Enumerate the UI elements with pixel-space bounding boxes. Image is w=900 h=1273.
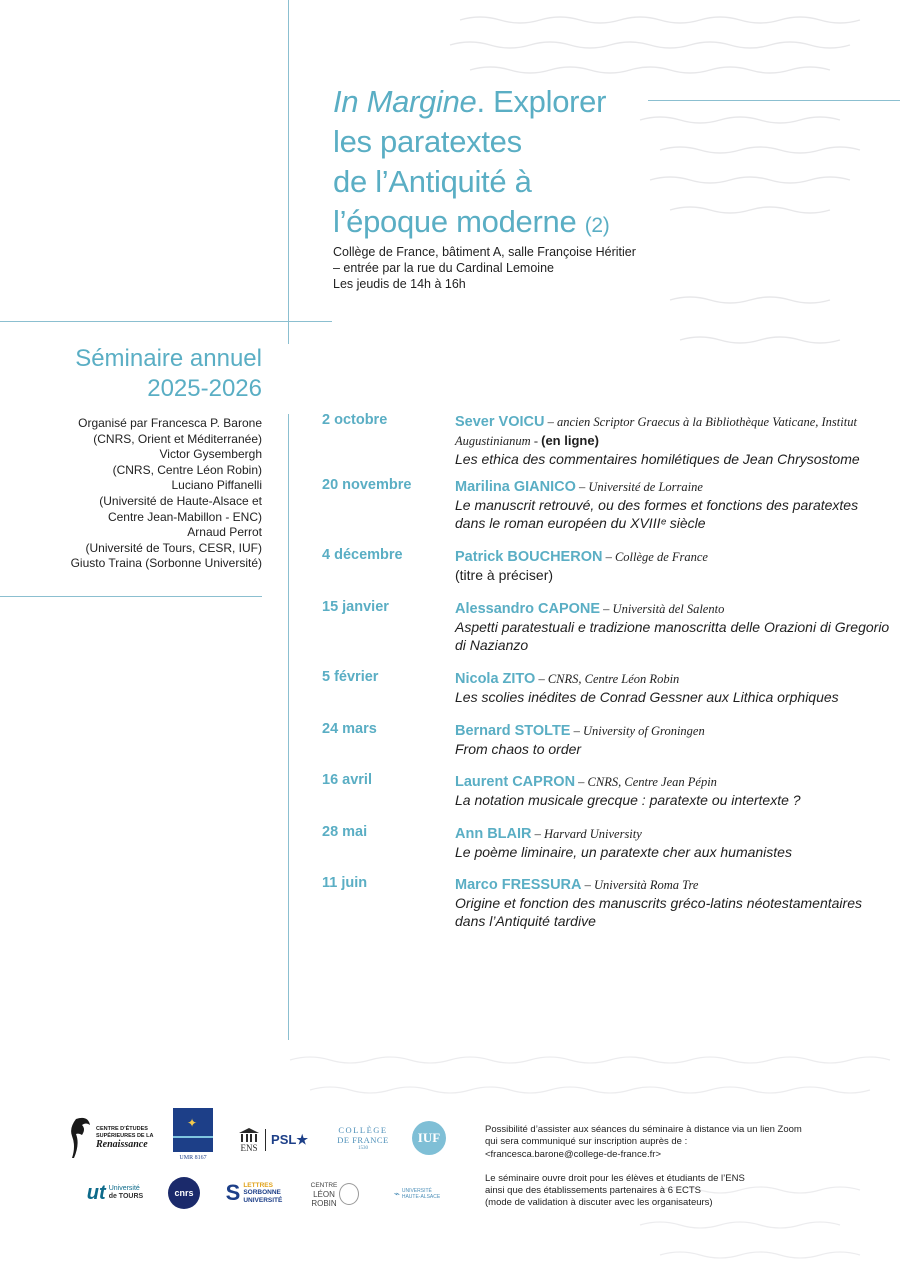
info-line: (mode de validation à discuter avec les organisateurs): [485, 1197, 713, 1209]
session-mode: (en ligne): [541, 433, 599, 448]
session-speaker-line: [455, 669, 892, 688]
separator: -: [530, 434, 542, 448]
session-details: [455, 412, 892, 468]
ects-info: [485, 1173, 855, 1210]
tours-text: Université: [108, 1185, 140, 1192]
speaker-affiliation: CNRS, Centre Jean Pépin: [587, 775, 717, 789]
sorbonne-lettres-logo: [218, 1179, 290, 1207]
session-item: [322, 599, 892, 654]
info-line: Le séminaire ouvre droit pour les élèves et étudiants de l’ENS: [485, 1172, 745, 1184]
cdf-text: 1530: [358, 1145, 368, 1151]
title-number: (2): [584, 214, 610, 237]
speaker-affiliation: University of Groningen: [582, 724, 705, 738]
session-speaker-line: [455, 599, 892, 618]
umr-logo: [173, 1105, 213, 1163]
info-line: qui sera communiqué sur inscription auprès de :: [485, 1136, 688, 1148]
tours-text: de TOURS: [108, 1193, 144, 1200]
title-line-3: de l’Antiquité à: [333, 164, 532, 199]
umr-seal-icon: ✦: [173, 1108, 213, 1152]
umr-text: UMR 8167: [179, 1154, 207, 1161]
sorbonne-s-icon: S: [225, 1180, 241, 1205]
session-details: [455, 547, 892, 584]
speaker-affiliation: Università Roma Tre: [594, 878, 699, 892]
vertical-rule-top: [288, 0, 289, 344]
session-item: [322, 824, 892, 861]
organizer-line: (Université de Tours, CESR, IUF): [85, 540, 262, 555]
session-date: 16 avril: [322, 772, 372, 788]
session-speaker-line: [455, 477, 892, 496]
location-line: – entrée par la rue du Cardinal Lemoine: [333, 261, 554, 275]
speaker-name: Nicola ZITO: [455, 671, 536, 687]
title-line-2: les paratextes: [333, 124, 522, 159]
ens-building-icon: [238, 1127, 260, 1143]
seminar-heading: [75, 344, 262, 404]
title-line-1: . Explorer: [476, 84, 607, 119]
session-item: [322, 412, 892, 468]
session-speaker-line: [455, 875, 892, 894]
session-date: 28 mai: [322, 824, 368, 840]
session-date: 15 janvier: [322, 599, 389, 615]
organizer-line: (Université de Haute-Alsace et: [99, 493, 262, 508]
info-line: Possibilité d’assister aux séances du séminaire à distance via un lien Zoom: [485, 1124, 802, 1135]
speaker-affiliation: Collège de France: [614, 550, 708, 564]
organizer-line: Luciano Piffanelli: [171, 478, 262, 493]
speaker-affiliation: Université de Lorraine: [588, 480, 703, 494]
session-item: [322, 875, 892, 930]
psl-text: PSL★: [271, 1132, 308, 1147]
tours-mark-icon: ut: [86, 1181, 106, 1204]
schedule-time: Les jeudis de 14h à 16h: [333, 277, 466, 291]
organizer-line: Giusto Traina (Sorbonne Université): [70, 556, 262, 571]
iuf-logo: [412, 1121, 446, 1155]
organizer-line: (CNRS, Orient et Méditerranée): [93, 431, 262, 446]
sorbonne-text: SORBONNE: [243, 1189, 281, 1197]
separator: –: [570, 724, 583, 738]
organizer-line: Victor Gysembergh: [159, 447, 262, 462]
talk-title: Les scolies inédites de Conrad Gessner aux Lithica orphiques: [455, 689, 839, 705]
session-details: [455, 772, 892, 809]
sorbonne-text: UNIVERSITÉ: [243, 1196, 283, 1204]
session-details: [455, 875, 892, 930]
title-line-4: l’époque moderne: [333, 204, 577, 239]
page-title: [333, 82, 653, 246]
separator: –: [600, 602, 613, 616]
owl-icon: [339, 1183, 359, 1205]
session-speaker-line: [455, 412, 892, 450]
session-details: [455, 477, 892, 532]
speaker-name: Marilina GIANICO: [455, 479, 576, 495]
organizer-line: Centre Jean-Mabillon - ENC): [107, 509, 262, 524]
talk-title: Le poème liminaire, un paratexte cher aux humanistes: [455, 844, 792, 860]
speaker-affiliation: Università del Salento: [612, 602, 725, 616]
speaker-name: Laurent CAPRON: [455, 774, 576, 790]
vertical-rule-schedule: [288, 414, 289, 1040]
session-date: 2 octobre: [322, 412, 388, 428]
session-date: 4 décembre: [322, 547, 403, 563]
session-details: [455, 824, 892, 861]
iuf-text: IUF: [417, 1130, 441, 1145]
speaker-name: Sever VOICU: [455, 414, 545, 430]
cesr-logo: [70, 1113, 160, 1163]
speaker-name: Alessandro CAPONE: [455, 601, 601, 617]
college-de-france-logo: [328, 1121, 398, 1155]
cnrs-logo: [168, 1177, 200, 1209]
location-block: [333, 244, 636, 292]
horizontal-rule-left: [0, 321, 332, 322]
separator: –: [531, 827, 545, 841]
talk-title: Les ethica des commentaires homilétiques de Jean Chrysostome: [455, 451, 860, 467]
cdf-text: COLLÈGE: [338, 1124, 388, 1135]
info-block: [485, 1124, 855, 1210]
session-item: [322, 477, 892, 532]
session-date: 5 février: [322, 669, 379, 685]
separator: –: [575, 480, 589, 494]
session-item: [322, 669, 892, 706]
horizontal-rule-organizers: [0, 596, 262, 597]
separator: –: [602, 550, 615, 564]
talk-title: Origine et fonction des manuscrits gréco-latins néotestamentaires dans l’Antiquité tardive: [455, 895, 862, 929]
organizer-line: Arnaud Perrot: [187, 525, 262, 540]
session-speaker-line: [455, 547, 892, 566]
title-emphasis: In Margine: [333, 84, 477, 119]
speaker-name: Patrick BOUCHERON: [455, 549, 603, 565]
leonrobin-text: CENTRE: [310, 1181, 338, 1189]
separator: –: [575, 775, 588, 789]
session-date: 24 mars: [322, 721, 377, 737]
universite-haute-alsace-logo: [382, 1185, 452, 1203]
separator: –: [544, 415, 557, 429]
ens-text: ENS: [240, 1143, 258, 1153]
organizer-line: Organisé par Francesca P. Barone: [78, 416, 262, 430]
session-item: [322, 547, 892, 584]
partner-logos: [70, 1105, 470, 1215]
talk-title: From chaos to order: [455, 741, 582, 757]
uha-text: HAUTE-ALSACE: [401, 1194, 441, 1200]
speaker-name: Bernard STOLTE: [455, 723, 571, 739]
location-line: Collège de France, bâtiment A, salle Françoise Héritier: [333, 245, 636, 259]
ens-psl-logo: [230, 1123, 316, 1157]
speaker-affiliation: CNRS, Centre Léon Robin: [547, 672, 680, 686]
contact-email[interactable]: <francesca.barone@college-de-france.fr>: [485, 1148, 661, 1160]
uha-mark-icon: ⌁: [393, 1188, 400, 1200]
centre-leon-robin-logo: [302, 1177, 368, 1211]
session-speaker-line: [455, 824, 892, 843]
schedule-list: [322, 412, 892, 930]
cnrs-text: cnrs: [174, 1188, 194, 1198]
horizontal-rule-title: [648, 100, 900, 101]
cesr-text: SUPÉRIEURES DE LA: [96, 1132, 154, 1139]
info-line: ainsi que des établissements partenaires à 6 ECTS: [485, 1185, 701, 1197]
organizers-list: [22, 416, 262, 572]
speaker-name: Marco FRESSURA: [455, 877, 582, 893]
talk-title: La notation musicale grecque : paratexte ou intertexte ?: [455, 792, 801, 808]
talk-title: Aspetti paratestuali e tradizione manoscritta delle Orazioni di Gregorio di Nazianzo: [455, 619, 890, 653]
seminar-years: 2025-2026: [147, 375, 262, 402]
cdf-text: DE FRANCE: [337, 1134, 389, 1145]
cesr-emblem-icon: [70, 1115, 92, 1161]
session-speaker-line: [455, 721, 892, 740]
sorbonne-text: LETTRES: [243, 1181, 273, 1189]
session-details: [455, 669, 892, 706]
session-details: [455, 599, 892, 654]
seminar-label: Séminaire annuel: [75, 345, 262, 372]
speaker-affiliation: Harvard University: [544, 827, 642, 841]
zoom-info: [485, 1124, 855, 1161]
talk-title: Le manuscrit retrouvé, ou des formes et fonctions des paratextes dans le roman européen du XVIIIᵉ siècle: [455, 497, 859, 531]
leonrobin-text: LÉON: [313, 1189, 335, 1199]
session-date: 11 juin: [322, 875, 368, 891]
session-item: [322, 772, 892, 809]
universite-de-tours-logo: [75, 1181, 155, 1205]
cesr-text: Renaissance: [96, 1139, 148, 1150]
separator: –: [581, 878, 594, 892]
organizer-line: (CNRS, Centre Léon Robin): [112, 462, 262, 477]
uha-text: UNIVERSITÉ: [401, 1188, 432, 1194]
speaker-affiliation: ancien Scriptor Graecus à la Bibliothèque Vaticane, Institut Augustinianum: [455, 415, 857, 448]
talk-title: (titre à préciser): [455, 567, 554, 583]
cesr-text: CENTRE D’ÉTUDES: [96, 1126, 148, 1132]
session-item: [322, 721, 892, 758]
speaker-name: Ann BLAIR: [455, 826, 532, 842]
session-speaker-line: [455, 772, 892, 791]
separator: –: [535, 672, 548, 686]
leonrobin-text: ROBIN: [311, 1198, 337, 1208]
session-date: 20 novembre: [322, 477, 412, 493]
session-details: [455, 721, 892, 758]
